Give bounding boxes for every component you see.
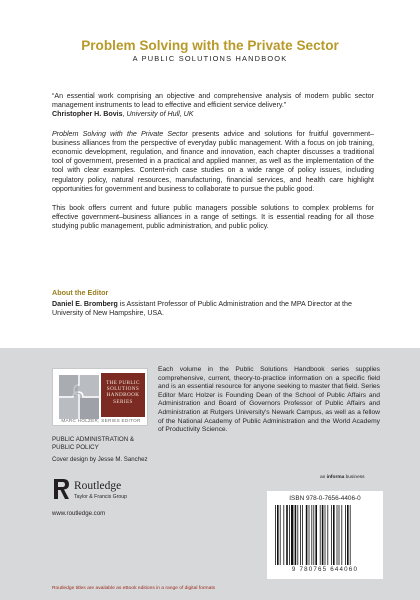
logo-line-2: SOLUTIONS bbox=[106, 386, 140, 393]
quote-text: “An essential work comprising an objective and comprehensive analysis of modern public sector management instruments to lead to effective and efficient service delivery.” bbox=[52, 92, 374, 110]
publisher-name: Routledge bbox=[74, 480, 122, 492]
series-editor-credit: MARC HOLZER, SERIES EDITOR bbox=[61, 418, 141, 423]
subject-category bbox=[52, 436, 134, 452]
subject-line-1: PUBLIC ADMINISTRATION & bbox=[52, 436, 135, 443]
barcode-image bbox=[273, 505, 377, 565]
logo-line-3: HANDBOOK bbox=[106, 392, 140, 399]
puzzle-icon bbox=[59, 375, 99, 419]
description-paragraph-1 bbox=[52, 130, 374, 194]
informa-tagline bbox=[320, 475, 365, 480]
isbn-text: ISBN 978-0-7656-4406-0 bbox=[289, 495, 361, 502]
about-editor-heading: About the Editor bbox=[52, 288, 109, 297]
barcode-digits: 9 780765 644060 bbox=[291, 566, 359, 573]
quote-separator: , bbox=[122, 110, 127, 119]
series-description: Each volume in the Public Solutions Handbook series supplies comprehensive, current, theory-to-practice information on a specific field and is an essential resource for anyone seeking to master that field. Series Editor Marc Holzer is Founding Dean of the School of Public Affairs and Administration and Board of Governors Professor of Public Affairs and Administration at Rutgers University's Newark Campus, as well as a fellow of the National Academy of Public Administration and the World Academy of Productivity Science. bbox=[158, 366, 380, 434]
book-subtitle: A PUBLIC SOLUTIONS HANDBOOK bbox=[132, 54, 288, 63]
informa-prefix: an bbox=[320, 475, 327, 480]
informa-suffix: business bbox=[344, 475, 365, 480]
logo-line-4: SERIES bbox=[113, 398, 133, 405]
series-logo bbox=[52, 368, 148, 426]
quote-affiliation: University of Hull, UK bbox=[126, 110, 194, 119]
informa-brand: informa bbox=[326, 475, 345, 480]
book-title: Problem Solving with the Private Sector bbox=[81, 38, 339, 53]
description-book-title: Problem Solving with the Private Sector bbox=[52, 129, 188, 138]
editor-bio: is Assistant Professor of Public Administration and the MPA Director at the University of New Hampshire, USA. bbox=[52, 300, 352, 318]
about-editor-text bbox=[52, 300, 374, 319]
publisher-website: www.routledge.com bbox=[52, 510, 106, 517]
subject-line-2: PUBLIC POLICY bbox=[52, 444, 99, 451]
header bbox=[0, 0, 420, 78]
ebook-availability-note: Routledge titles are available as eBook editions in a range of digital formats bbox=[52, 586, 216, 591]
logo-line-1: THE PUBLIC bbox=[106, 380, 140, 386]
editor-name: Daniel E. Bromberg bbox=[52, 300, 118, 308]
series-logo-badge bbox=[101, 373, 145, 417]
description-text-1: presents advice and solutions for fruitful government–business alliances from the perspective of everyday public management. With a focus on job training, economic development, regulation, and finance and innovation, each chapter discusses a traditional tool of government, presented in a practical and applied manner, as well as the implementation of the tool with clear examples. Content-rich case studies on a wide range of policy issues, including regulatory policy, natural resources, manufacturing, financial services, and health care highlight opportunities for government and business to collaborate to pursue the public good. bbox=[52, 129, 375, 193]
cover-design-credit: Cover design by Jesse M. Sanchez bbox=[52, 456, 148, 463]
barcode-area bbox=[267, 491, 383, 579]
publisher-group: Taylor & Francis Group bbox=[74, 494, 128, 500]
back-cover-body bbox=[52, 92, 374, 242]
quote-author: Christopher H. Bovis bbox=[52, 110, 123, 119]
routledge-logo-icon bbox=[52, 478, 70, 500]
endorsement-quote bbox=[52, 92, 374, 120]
description-paragraph-2: This book offers current and future public managers possible solutions to complex problems for effective government–business alliances in a range of settings. It is essential reading for all those studying public management, public administration, and public policy. bbox=[52, 204, 374, 231]
